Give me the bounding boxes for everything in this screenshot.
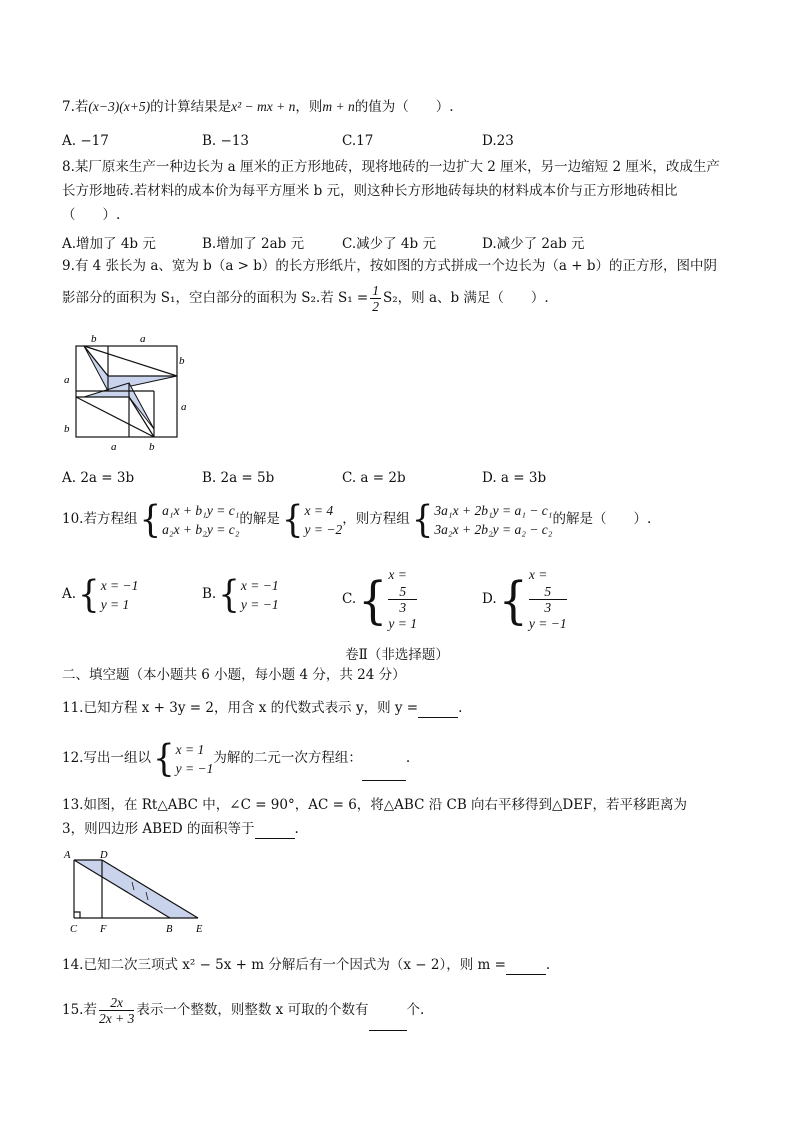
- q14-end: .: [545, 957, 551, 973]
- q11-stem: [62, 699, 462, 718]
- q7-option-c: C.17: [342, 133, 374, 149]
- q8-line2: 长方形地砖.若材料的成本价为每平方厘米 b 元，则这种长方形地砖每块的材料成本价与正方形地砖相比: [62, 183, 678, 199]
- q15-fraction: [99, 995, 134, 1026]
- q10-option-d-y: y = −1: [528, 616, 567, 631]
- q9-label-bottom-b: b: [149, 441, 155, 453]
- q10-brace: {: [218, 572, 240, 617]
- volume-title: 卷Ⅱ（非选择题）: [345, 647, 449, 663]
- q13-triangle-figure: [62, 846, 222, 936]
- q13-end: .: [294, 821, 299, 837]
- q7-text: 的值为（ ）.: [354, 99, 454, 115]
- q12-system: [176, 740, 214, 778]
- q10-system2: [434, 501, 552, 539]
- q10-sys1-eq2: a₂x + b₂y = c₂: [162, 521, 240, 537]
- q9-text: 影部分的面积为 S₁，空白部分的面积为 S₂.若 S₁ =: [62, 290, 369, 306]
- q13-line1: 13.如图，在 Rt△ABC 中，∠C = 90°，AC = 6，将△ABC 沿 CB 向右平移得到△DEF，若平移距离为: [62, 797, 687, 813]
- q10-option-b-system: [241, 576, 279, 614]
- q10-stem: [62, 497, 651, 541]
- q15-den: 2x + 3: [98, 1011, 135, 1026]
- q13-shaded-parallelogram: [74, 860, 198, 918]
- q12-brace: {: [152, 736, 175, 781]
- q10-option-d-label: D.: [482, 591, 497, 607]
- q9-label-bottom-a: a: [111, 441, 117, 453]
- q10-option-a-label: A.: [62, 586, 77, 602]
- q10-sys1-eq1: a₁x + b₁y = c₁: [162, 502, 240, 518]
- q10-option-a-y: y = 1: [100, 596, 130, 612]
- q8-line3: （ ）.: [62, 207, 121, 223]
- q10-option-b-x: x = −1: [240, 577, 279, 593]
- q10-option-c-fraction: [388, 584, 417, 615]
- q10-brace: {: [358, 569, 388, 630]
- q12-text: 12.写出一组以: [62, 750, 151, 766]
- q12-sys-x: x = 1: [175, 741, 205, 757]
- q13-label-B: B: [166, 924, 173, 935]
- q10-brace: {: [139, 497, 162, 542]
- q10-option-d-den: 3: [544, 600, 552, 615]
- q13-label-A: A: [64, 850, 71, 861]
- q13-line2: [62, 820, 299, 839]
- q7-option-d: D.23: [482, 133, 514, 149]
- q10-text: ，则方程组: [342, 511, 410, 527]
- q9-text: S₂，则 a、b 满足（ ）.: [383, 290, 549, 306]
- q10-text: 10.若方程组: [62, 511, 138, 527]
- q10-solution: [305, 501, 343, 539]
- q9-fraction: [370, 283, 381, 314]
- q9-frac-num: 1: [372, 283, 379, 298]
- q10-option-a: [62, 572, 138, 616]
- q9-label-left-b: b: [64, 423, 70, 435]
- q13-label-C: C: [70, 924, 78, 935]
- q13-label-F: F: [100, 924, 107, 935]
- q11-text: 11.已知方程 x + 3y = 2，用含 x 的代数式表示 y，则 y =: [62, 700, 419, 716]
- q9-option-d: D. a = 3b: [482, 470, 547, 486]
- q9-label-top-a: a: [140, 333, 146, 345]
- q10-option-a-x: x = −1: [100, 577, 139, 593]
- q13-text: 3，则四边形 ABED 的面积等于: [62, 821, 255, 837]
- q8-option-d: D.减少了 2ab 元: [482, 236, 585, 252]
- q7-option-a: A. −17: [62, 133, 109, 149]
- q12-text: 为解的二元一次方程组：: [213, 750, 362, 766]
- q15-stem: [62, 990, 424, 1031]
- q8-line1: 8.某厂原来生产一种边长为 a 厘米的正方形地砖，现将地砖的一边扩大 2 厘米，另一边缩短 2 厘米，改成生产: [62, 159, 720, 175]
- q7-text: 7.若: [62, 99, 89, 115]
- q7-expr: (x−3)(x+5): [88, 99, 151, 114]
- q10-option-c-den: 3: [399, 600, 407, 615]
- q10-option-c-system: [388, 566, 417, 633]
- q10-option-b-label: B.: [202, 586, 217, 602]
- q10-option-c-num: 5: [388, 584, 417, 600]
- q7-expr3: m + n: [322, 99, 355, 114]
- q10-sys2-eq1: 3a₁x + 2b₁y = a₁ − c₁: [434, 502, 553, 518]
- q15-num: 2x: [99, 995, 134, 1011]
- q12-sys-y: y = −1: [175, 760, 214, 776]
- q10-option-d-x: [529, 566, 567, 615]
- section-heading: 二、填空题（本小题共 6 小题，每小题 4 分，共 24 分）: [62, 667, 406, 683]
- q10-brace: {: [411, 497, 434, 542]
- q10-option-d-fraction: [529, 584, 567, 615]
- q15-text: 表示一个整数，则整数 x 可取的个数有: [136, 1002, 369, 1018]
- q10-sol-y: y = −2: [304, 521, 343, 537]
- q14-text: 14.已知二次三项式 x² − 5x + m 分解后有一个因式为（x − 2），则 m =: [62, 957, 506, 973]
- q10-option-a-system: [101, 576, 139, 614]
- q8-option-a: A.增加了 4b 元: [62, 236, 156, 252]
- q7-expr2: x² − mx + n: [231, 99, 296, 114]
- q10-system1: [162, 501, 239, 539]
- q9-square-figure: [58, 330, 188, 453]
- q12-stem: [62, 736, 410, 781]
- q14-answer-blank[interactable]: [506, 956, 546, 975]
- q13-label-D: D: [100, 850, 108, 861]
- q10-option-b: [202, 572, 279, 616]
- q10-option-d-x-pre: x =: [528, 567, 548, 582]
- q10-option-b-y: y = −1: [240, 596, 279, 612]
- q9-option-b: B. 2a = 5b: [202, 470, 275, 486]
- q13-label-E: E: [196, 924, 203, 935]
- q9-label-right-b: b: [179, 355, 185, 367]
- q10-option-c-x-pre: x =: [388, 567, 407, 582]
- q9-frac-den: 2: [372, 299, 379, 314]
- q10-option-d: [482, 566, 567, 633]
- q9-option-c: C. a = 2b: [342, 470, 406, 486]
- q12-end: .: [405, 750, 411, 766]
- q9-label-left-a: a: [64, 374, 70, 386]
- q9-label-right-a: a: [181, 401, 187, 413]
- q15-answer-blank[interactable]: [369, 990, 407, 1031]
- q7-option-b: B. −13: [202, 133, 249, 149]
- q10-option-c-label: C.: [342, 591, 357, 607]
- q10-option-c-x: [388, 566, 417, 615]
- q9-option-a: A. 2a = 3b: [62, 470, 135, 486]
- q7-text: 的计算结果是: [150, 99, 232, 115]
- q12-answer-blank[interactable]: [362, 736, 406, 781]
- q15-end: 个.: [406, 1002, 425, 1018]
- q10-option-d-system: [529, 566, 567, 633]
- q9-label-top-b: b: [91, 333, 97, 345]
- q10-option-c-y: y = 1: [388, 616, 418, 631]
- q10-text: 的解是: [239, 511, 280, 527]
- q7-text: ，则: [295, 99, 323, 115]
- q11-end: .: [458, 700, 463, 716]
- q11-answer-blank[interactable]: [418, 699, 458, 718]
- q8-option-b: B.增加了 2ab 元: [202, 236, 305, 252]
- q9-shaded-regions: [84, 346, 177, 429]
- q10-brace: {: [78, 572, 100, 617]
- q10-sol-x: x = 4: [304, 502, 334, 518]
- q9-line1: 9.有 4 张长为 a、宽为 b（a > b）的长方形纸片，按如图的方式拼成一个边长为（a + b）的正方形，图中阴: [62, 258, 717, 274]
- q7-stem: [62, 98, 454, 116]
- q13-answer-blank[interactable]: [255, 820, 295, 839]
- q10-option-d-num: 5: [529, 584, 567, 600]
- q15-text: 15.若: [62, 1002, 97, 1018]
- q8-option-c: C.减少了 4b 元: [342, 236, 436, 252]
- q10-option-c: [342, 566, 417, 633]
- q10-brace: {: [281, 497, 304, 542]
- q10-brace: {: [498, 569, 528, 630]
- q14-stem: [62, 956, 550, 975]
- q10-sys2-eq2: 3a₂x + 2b₂y = a₂ − c₂: [434, 521, 553, 537]
- q10-text: 的解是（ ）.: [552, 511, 652, 527]
- q9-line2: [62, 283, 549, 314]
